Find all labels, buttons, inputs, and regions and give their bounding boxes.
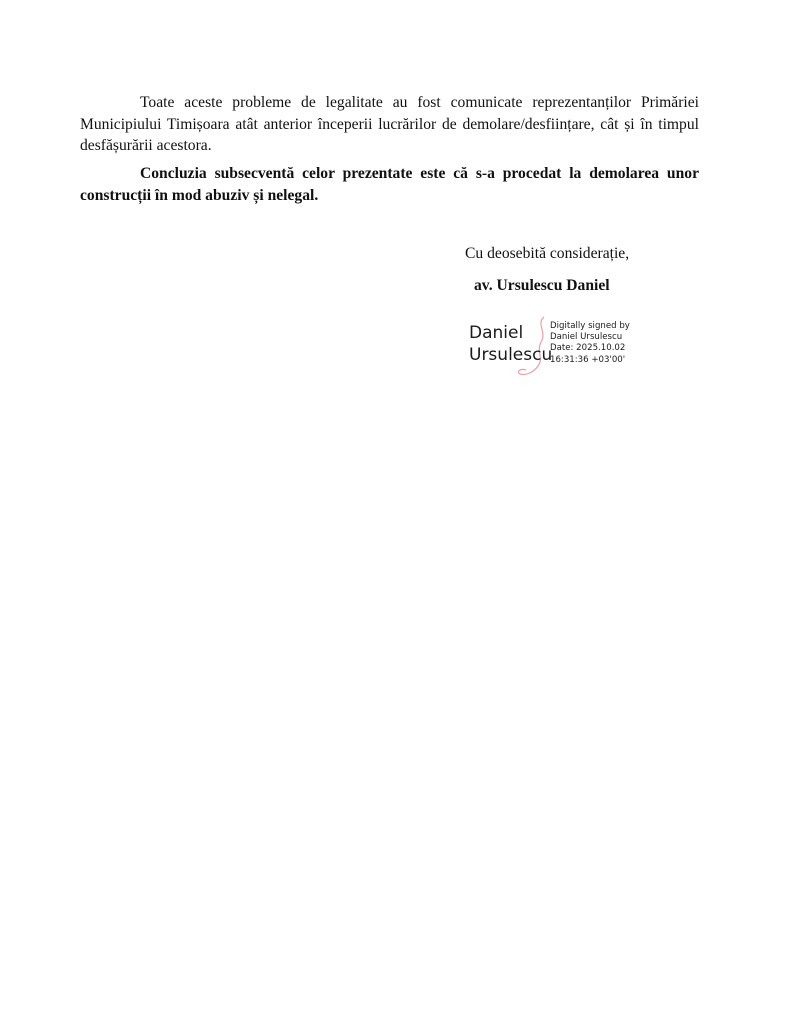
signature-detail-line: Daniel Ursulescu	[550, 332, 623, 343]
closing-salutation: Cu deosebită considerație,	[465, 245, 630, 262]
signature-date-line: Date: 2025.10.02	[550, 343, 626, 354]
body-paragraph-conclusion: Concluzia subsecventă celor prezentate este că s-a procedat la demolarea unor construcții în mod abuziv și nelegal.	[80, 165, 699, 204]
digital-signature-block	[466, 316, 636, 378]
signature-detail-line: Digitally signed by	[550, 321, 630, 331]
signature-details	[550, 321, 630, 366]
signature-name-last: Ursulescu	[469, 345, 553, 365]
signature-time-line: 16:31:36 +03'00'	[550, 354, 626, 365]
signature-name-first: Daniel	[469, 323, 524, 343]
body-paragraph-legality: Toate aceste probleme de legalitate au fost comunicate reprezentanților Primăriei Municipiului Timișoara atât anterior începerii lucrărilor de demolare/desființare, cât și în timpul desfășurării acestora.	[80, 94, 699, 154]
author-name: av. Ursulescu Daniel	[474, 277, 610, 294]
